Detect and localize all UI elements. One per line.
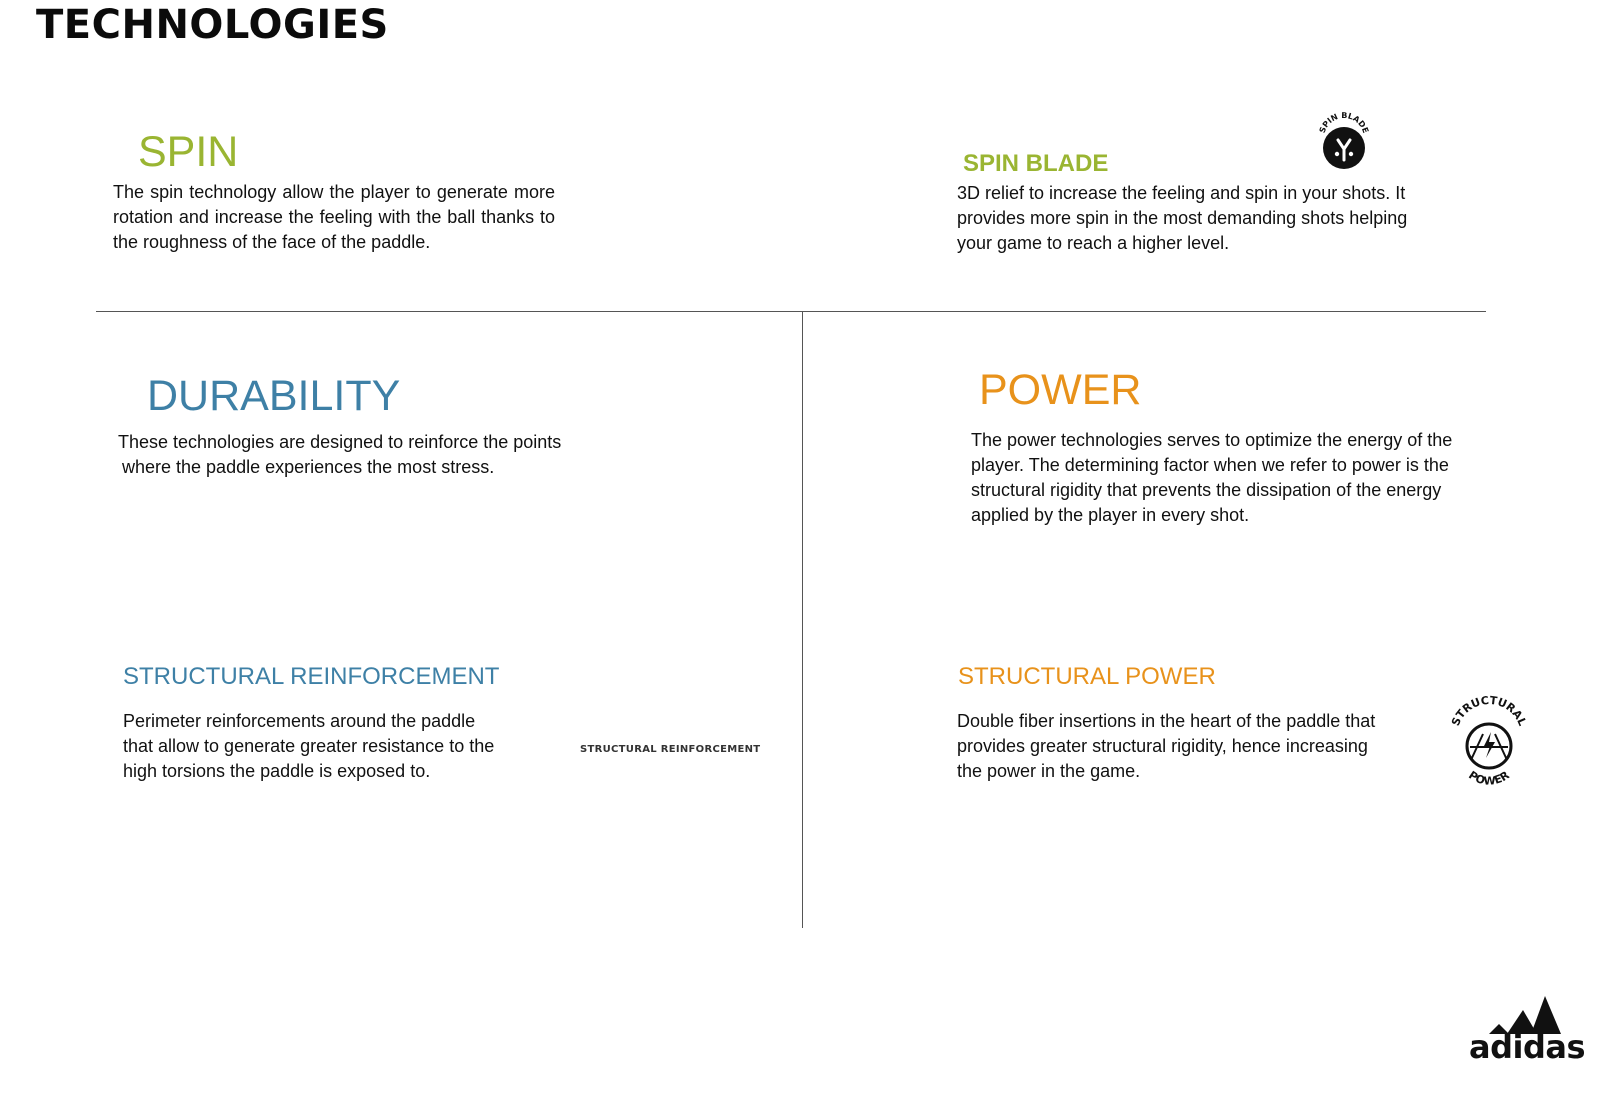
spin-blade-description: 3D relief to increase the feeling and spin in your shots. It provides more spin in the most demanding shots helping your game to reach a higher level. <box>957 183 1408 253</box>
spin-description: The spin technology allow the player to generate more rotation and increase the feeling with the ball thanks to the roughness of the face of the paddle. <box>113 182 555 252</box>
structural-reinforcement-description: Perimeter reinforcements around the paddle that allow to generate greater resistance to the high torsions the paddle is exposed to. <box>123 711 495 781</box>
spin-blade-heading: SPIN BLADE <box>963 150 1109 177</box>
horizontal-divider <box>96 311 1486 312</box>
vertical-divider <box>802 312 803 928</box>
structural-power-heading: STRUCTURAL POWER <box>958 663 1216 690</box>
adidas-logo-text: adidas <box>1469 1028 1586 1066</box>
structural-reinforcement-logo: STRUCTURAL REINFORCEMENT <box>580 744 761 755</box>
durability-heading: DURABILITY <box>147 372 401 420</box>
svg-text:POWER <box>1466 768 1512 787</box>
durability-description-line1: These technologies are designed to reinforce the points <box>118 432 562 452</box>
structural-power-badge-bottom: POWER <box>1466 768 1512 788</box>
page-title: TECHNOLOGIES <box>36 2 389 48</box>
lightning-bolt-icon <box>1484 732 1495 758</box>
structural-power-description: Double fiber insertions in the heart of the paddle that provides greater structural rigidity, hence increasing the power in the game. <box>957 711 1376 781</box>
spin-blade-badge-label: SPIN BLADE <box>1317 110 1371 135</box>
spin-blade-badge-icon <box>1316 110 1372 170</box>
durability-description <box>118 430 618 480</box>
power-description: The power technologies serves to optimize the energy of the player. The determining factor when we refer to power is the structural rigidity that prevents the dissipation of the energy applied by the player in every shot. <box>971 430 1453 525</box>
structural-power-badge-top: STRUCTURAL <box>1449 693 1529 728</box>
durability-description-line2: where the paddle experiences the most stress. <box>122 457 495 477</box>
structural-reinforcement-heading: STRUCTURAL REINFORCEMENT <box>123 663 500 690</box>
spin-heading: SPIN <box>138 128 239 176</box>
structural-power-badge-icon <box>1447 693 1531 794</box>
power-heading: POWER <box>979 366 1142 414</box>
